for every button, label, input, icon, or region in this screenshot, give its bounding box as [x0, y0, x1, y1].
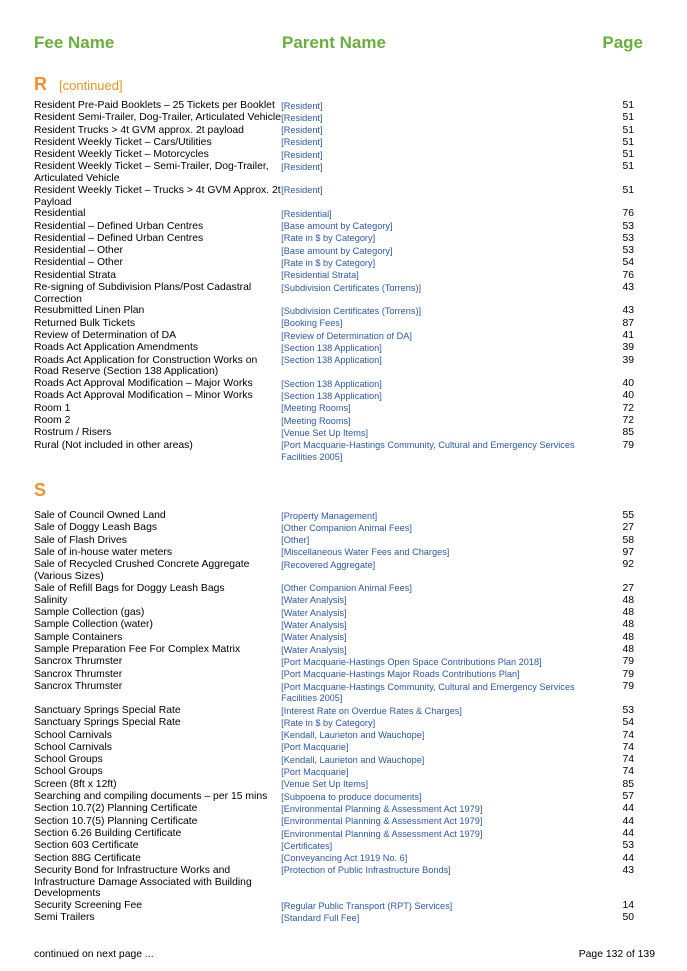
parent-link[interactable]: [Kendall, Laurieton and Wauchope]	[281, 754, 425, 765]
fee-name: Resident Weekly Ticket – Semi-Trailer, Dog-Trailer, Articulated Vehicle	[34, 161, 269, 185]
parent-link[interactable]: [Resident]	[281, 149, 323, 160]
fee-row	[34, 791, 644, 803]
section-heading	[34, 480, 644, 506]
fee-row	[34, 583, 644, 595]
page-number: 76	[622, 269, 634, 281]
fee-name: Returned Bulk Tickets	[34, 317, 136, 329]
fee-row	[34, 742, 644, 754]
fee-row	[34, 816, 644, 828]
page-number: 27	[622, 582, 634, 594]
page-number: 50	[622, 912, 634, 924]
fee-name: Roads Act Application for Construction Works on Road Reserve (Section 138 Application)	[34, 354, 258, 378]
section-s	[34, 480, 644, 925]
parent-link[interactable]: [Base amount by Category]	[281, 245, 393, 256]
fee-row	[34, 632, 644, 644]
fee-name: Roads Act Approval Modification – Minor Works	[34, 390, 253, 402]
fee-name: Sancrox Thrumster	[34, 668, 123, 680]
page-number: 48	[622, 607, 634, 619]
fee-list	[34, 510, 644, 925]
parent-link[interactable]: [Section 138 Application]	[281, 390, 382, 401]
fee-name: Security Screening Fee	[34, 899, 143, 911]
parent-link[interactable]: [Port Macquarie]	[281, 767, 349, 778]
fee-row	[34, 828, 644, 840]
fee-name: Sale of Refill Bags for Doggy Leash Bags	[34, 582, 225, 594]
fee-list	[34, 100, 644, 464]
header-page: Page	[602, 33, 643, 52]
fee-name: Sanctuary Springs Special Rate	[34, 717, 181, 729]
page-number: 74	[622, 754, 634, 766]
fee-name: Resident Weekly Ticket – Motorcycles	[34, 149, 209, 161]
page-number: 51	[622, 161, 634, 173]
page-number: 51	[622, 112, 634, 124]
page-number: 76	[622, 208, 634, 220]
parent-link[interactable]: [Meeting Rooms]	[281, 403, 351, 414]
parent-link[interactable]: [Miscellaneous Water Fees and Charges]	[281, 547, 450, 558]
fee-name: Resident Trucks > 4t GVM approx. 2t payload	[34, 124, 244, 136]
page-number: 44	[622, 852, 634, 864]
page-number: 97	[622, 546, 634, 558]
fee-row	[34, 305, 644, 317]
page-number: 39	[622, 354, 634, 366]
fee-row	[34, 378, 644, 390]
parent-link[interactable]: [Rate in $ by Category]	[281, 258, 376, 269]
parent-link[interactable]: [Other Companion Animal Fees]	[281, 583, 412, 594]
parent-link[interactable]: [Venue Set Up Items]	[281, 779, 368, 790]
page-number: 74	[622, 729, 634, 741]
parent-link[interactable]: [Conveyancing Act 1919 No. 6]	[281, 853, 408, 864]
fee-name: Sale of Recycled Crushed Concrete Aggregate (Various Sizes)	[34, 559, 250, 582]
parent-link[interactable]: [Rate in $ by Category]	[281, 233, 376, 244]
page-number: 53	[622, 840, 634, 852]
fee-row	[34, 803, 644, 815]
fee-name: Rostrum / Risers	[34, 427, 112, 439]
page-number: 40	[622, 390, 634, 402]
fee-name: Room 1	[34, 402, 71, 414]
fee-row	[34, 427, 644, 439]
parent-link[interactable]: [Port Macquarie]	[281, 742, 349, 753]
page-number: 85	[622, 778, 634, 790]
page-number: 51	[622, 124, 634, 136]
section-letter: R	[34, 74, 47, 94]
parent-link[interactable]: [Port Macquarie-Hastings Major Roads Contributions Plan]	[281, 669, 520, 680]
parent-link[interactable]: [Regular Public Transport (RPT) Services]	[281, 900, 453, 911]
fee-row	[34, 619, 644, 631]
fee-name: School Groups	[34, 766, 103, 778]
fee-row	[34, 112, 644, 124]
parent-link[interactable]: [Venue Set Up Items]	[281, 427, 368, 438]
fee-row	[34, 355, 644, 378]
fee-name: Sale of Council Owned Land	[34, 510, 166, 521]
parent-link[interactable]: [Other]	[281, 535, 310, 546]
parent-link[interactable]: [Property Management]	[281, 510, 378, 521]
page-number: 40	[622, 378, 634, 390]
page-number: 74	[622, 741, 634, 753]
fee-row	[34, 717, 644, 729]
fee-name: Security Bond for Infrastructure Works and Infrastructure Damage Associated with Building Developments	[34, 864, 252, 900]
page-number: 57	[622, 791, 634, 803]
fee-row	[34, 840, 644, 852]
parent-link[interactable]: [Kendall, Laurieton and Wauchope]	[281, 730, 425, 741]
page-number: 79	[622, 668, 634, 680]
parent-link[interactable]: [Water Analysis]	[281, 632, 347, 643]
parent-link[interactable]: [Water Analysis]	[281, 607, 347, 618]
parent-link[interactable]: [Environmental Planning & Assessment Act 1979]	[281, 816, 483, 827]
page-number: 48	[622, 619, 634, 631]
fee-name: Salinity	[34, 594, 68, 606]
fee-name: Resident Weekly Ticket – Trucks > 4t GVM Approx. 2t Payload	[34, 184, 281, 208]
fee-name: Sale of Doggy Leash Bags	[34, 522, 158, 534]
page-number: 72	[622, 414, 634, 426]
section-r	[34, 74, 644, 464]
fee-name: Residential – Defined Urban Centres	[34, 232, 204, 244]
fee-name: School Carnivals	[34, 729, 112, 741]
fee-row	[34, 342, 644, 354]
fee-name: School Carnivals	[34, 741, 112, 753]
page-number: 51	[622, 184, 634, 196]
fee-row	[34, 270, 644, 282]
page-number: 72	[622, 402, 634, 414]
parent-link[interactable]: [Resident]	[281, 100, 323, 111]
fee-name: Section 10.7(5) Planning Certificate	[34, 815, 198, 827]
page-number: 41	[622, 330, 634, 342]
parent-link[interactable]: [Resident]	[281, 137, 323, 148]
fee-row	[34, 100, 644, 112]
page-number: 79	[622, 680, 634, 692]
fee-name: Resident Semi-Trailer, Dog-Trailer, Articulated Vehicle	[34, 112, 281, 124]
parent-link[interactable]: [Certificates]	[281, 840, 333, 851]
page-number: 51	[622, 136, 634, 148]
fee-row	[34, 208, 644, 220]
parent-link[interactable]: [Review of Determination of DA]	[281, 330, 412, 341]
parent-link[interactable]: [Standard Full Fee]	[281, 912, 360, 923]
fee-row	[34, 535, 644, 547]
page-number: 58	[622, 534, 634, 546]
fee-name: Sanctuary Springs Special Rate	[34, 704, 181, 716]
page-number: 55	[622, 510, 634, 521]
section-heading	[34, 74, 644, 100]
page-number: 48	[622, 644, 634, 656]
fee-row	[34, 900, 644, 912]
page-number: 53	[622, 245, 634, 257]
parent-link[interactable]: [Booking Fees]	[281, 318, 343, 329]
fee-name: Rural (Not included in other areas)	[34, 439, 193, 451]
fee-name: Resident Weekly Ticket – Cars/Utilities	[34, 136, 212, 148]
fee-name: Re-signing of Subdivision Plans/Post Cadastral Correction	[34, 282, 252, 305]
parent-link[interactable]: [Environmental Planning & Assessment Act 1979]	[281, 828, 483, 839]
parent-link[interactable]: [Port Macquarie-Hastings Community, Cultural and Emergency Services Facilities 2005]	[281, 440, 575, 462]
page-number: 53	[622, 704, 634, 716]
parent-link[interactable]: [Subpoena to produce documents]	[281, 791, 422, 802]
page-number: 43	[622, 282, 634, 294]
fee-row	[34, 233, 644, 245]
fee-row	[34, 865, 644, 900]
fee-name: Roads Act Application Amendments	[34, 342, 199, 354]
page-number: 54	[622, 717, 634, 729]
parent-link[interactable]: [Residential]	[281, 208, 332, 219]
page-number: 51	[622, 149, 634, 161]
fee-name: Residential Strata	[34, 269, 117, 281]
fee-name: Resubmitted Linen Plan	[34, 305, 145, 317]
fee-row	[34, 403, 644, 415]
page-number: 27	[622, 522, 634, 534]
page-number: 43	[622, 864, 634, 876]
header-parent-name: Parent Name	[282, 33, 386, 52]
parent-link[interactable]: [Port Macquarie-Hastings Open Space Contributions Plan 2018]	[281, 656, 542, 667]
parent-link[interactable]: [Protection of Public Infrastructure Bonds]	[281, 865, 451, 876]
page-number: 79	[622, 656, 634, 668]
section-letter: S	[34, 480, 47, 500]
fee-row	[34, 669, 644, 681]
fee-name: Section 88G Certificate	[34, 852, 141, 864]
fee-name: Sancrox Thrumster	[34, 656, 123, 668]
fee-row	[34, 415, 644, 427]
fee-name: Review of Determination of DA	[34, 330, 177, 342]
fee-row	[34, 853, 644, 865]
parent-link[interactable]: [Recovered Aggregate]	[281, 559, 376, 570]
fee-row	[34, 137, 644, 149]
parent-link[interactable]: [Subdivision Certificates (Torrens)]	[281, 282, 422, 293]
page-number: 48	[622, 594, 634, 606]
footer-continued: continued on next page ...	[34, 949, 154, 960]
page-number: 92	[622, 559, 634, 571]
fee-name: Section 10.7(2) Planning Certificate	[34, 803, 198, 815]
footer-page-number: Page 132 of 139	[578, 949, 655, 960]
fee-row	[34, 607, 644, 619]
header-fee-name: Fee Name	[34, 33, 115, 52]
page-number: 14	[622, 899, 634, 911]
parent-link[interactable]: [Water Analysis]	[281, 644, 347, 655]
fee-row	[34, 522, 644, 534]
fee-row	[34, 766, 644, 778]
page-number: 39	[622, 342, 634, 354]
fee-name: Section 603 Certificate	[34, 840, 139, 852]
fee-name: Section 6.26 Building Certificate	[34, 827, 182, 839]
fee-name: School Groups	[34, 754, 103, 766]
fee-name: Sancrox Thrumster	[34, 680, 123, 692]
fee-row	[34, 440, 644, 464]
fee-row	[34, 754, 644, 766]
page-number: 43	[622, 305, 634, 317]
fee-row	[34, 161, 644, 184]
fee-name: Sample Collection (gas)	[34, 607, 145, 619]
fee-name: Searching and compiling documents – per 15 mins	[34, 791, 268, 803]
fee-row	[34, 185, 644, 208]
fee-row	[34, 644, 644, 656]
fee-row	[34, 510, 644, 522]
fee-row	[34, 656, 644, 668]
fee-row	[34, 282, 644, 305]
fee-row	[34, 730, 644, 742]
fee-row	[34, 779, 644, 791]
fee-row	[34, 125, 644, 137]
fee-name: Sample Collection (water)	[34, 619, 153, 631]
fee-row	[34, 221, 644, 233]
fee-name: Roads Act Approval Modification – Major Works	[34, 378, 253, 390]
parent-link[interactable]: [Water Analysis]	[281, 620, 347, 631]
parent-link[interactable]: [Port Macquarie-Hastings Community, Cultural and Emergency Services Facilities 2005]	[281, 681, 575, 704]
parent-link[interactable]: [Rate in $ by Category]	[281, 717, 376, 728]
fee-row	[34, 705, 644, 717]
parent-link[interactable]: [Interest Rate on Overdue Rates & Charges]	[281, 705, 462, 716]
parent-link[interactable]: [Resident]	[281, 125, 323, 136]
page-number: 44	[622, 803, 634, 815]
fee-name: Sale of in-house water meters	[34, 546, 173, 558]
fee-row	[34, 245, 644, 257]
fee-name: Room 2	[34, 414, 71, 426]
fee-name: Resident Pre-Paid Booklets – 25 Tickets per Booklet	[34, 100, 275, 111]
page-number: 53	[622, 220, 634, 232]
parent-link[interactable]: [Resident]	[281, 185, 323, 196]
page-number: 48	[622, 631, 634, 643]
section-continued-note: [continued]	[59, 78, 123, 93]
parent-link[interactable]: [Section 138 Application]	[281, 378, 382, 389]
fee-name: Residential – Defined Urban Centres	[34, 220, 204, 232]
page-number: 51	[622, 100, 634, 111]
fee-row	[34, 149, 644, 161]
parent-link[interactable]: [Base amount by Category]	[281, 221, 393, 232]
parent-link[interactable]: [Environmental Planning & Assessment Act 1979]	[281, 803, 483, 814]
parent-link[interactable]: [Resident]	[281, 162, 323, 173]
fee-name: Sale of Flash Drives	[34, 534, 127, 546]
page-number: 44	[622, 815, 634, 827]
page-number: 54	[622, 257, 634, 269]
fee-name: Sample Containers	[34, 631, 123, 643]
parent-link[interactable]: [Other Companion Animal Fees]	[281, 522, 412, 533]
fee-row	[34, 559, 644, 582]
fee-row	[34, 257, 644, 269]
fee-row	[34, 912, 644, 924]
parent-link[interactable]: [Resident]	[281, 112, 323, 123]
fee-row	[34, 595, 644, 607]
parent-link[interactable]: [Section 138 Application]	[281, 355, 382, 366]
parent-link[interactable]: [Residential Strata]	[281, 270, 359, 281]
page-number: 74	[622, 766, 634, 778]
fee-name: Residential – Other	[34, 245, 123, 257]
page-number: 44	[622, 827, 634, 839]
parent-link[interactable]: [Meeting Rooms]	[281, 415, 351, 426]
fee-row	[34, 330, 644, 342]
fee-row	[34, 390, 644, 402]
fee-row	[34, 318, 644, 330]
parent-link[interactable]: [Water Analysis]	[281, 595, 347, 606]
parent-link[interactable]: [Section 138 Application]	[281, 342, 382, 353]
page-number: 87	[622, 317, 634, 329]
fee-row	[34, 681, 644, 705]
fee-name: Residential	[34, 208, 86, 220]
page-number: 85	[622, 427, 634, 439]
fee-name: Screen (8ft x 12ft)	[34, 778, 117, 790]
fee-name: Semi Trailers	[34, 912, 95, 924]
parent-link[interactable]: [Subdivision Certificates (Torrens)]	[281, 306, 422, 317]
fee-row	[34, 547, 644, 559]
fee-name: Sample Preparation Fee For Complex Matrix	[34, 644, 241, 656]
page-number: 79	[622, 439, 634, 451]
page-number: 53	[622, 232, 634, 244]
fee-name: Residential – Other	[34, 257, 123, 269]
